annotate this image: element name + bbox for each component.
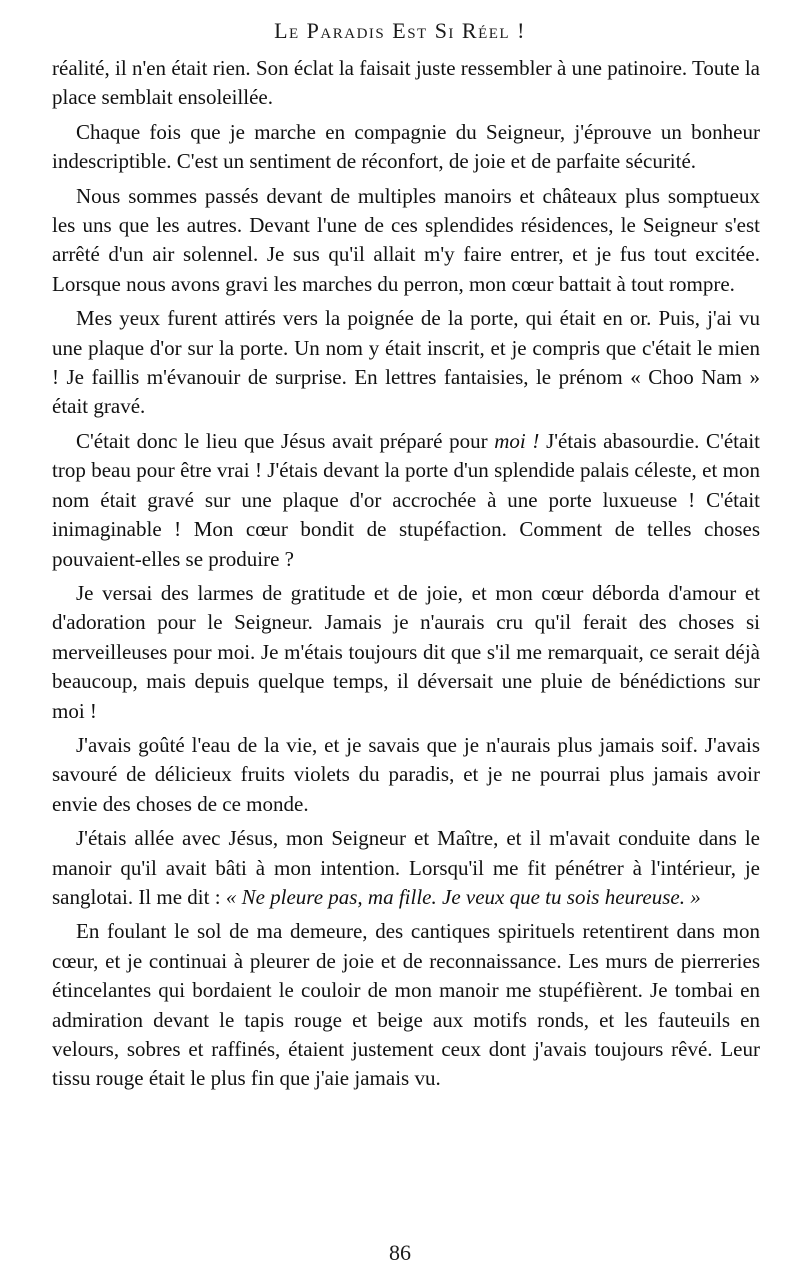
paragraph-7: J'avais goûté l'eau de la vie, et je savais que je n'aurais plus jamais soif. J'avais savouré de délicieux fruits violets du paradis, et je ne pourrai plus jamais avoir envie des choses de ce monde. bbox=[52, 732, 760, 816]
paragraph-6: Je versai des larmes de gratitude et de joie, et mon cœur déborda d'amour et d'adoration pour le Seigneur. Jamais je n'aurais cru qu'il ferait des choses si merveilleuses pour moi. Je m'étais toujours dit que s'il me remarquait, ce serait déjà beaucoup, mais depuis quelque temps, il déversait une pluie de bénédictions sur moi ! bbox=[52, 580, 760, 723]
paragraph-5-end: J'étais abasourdie. C'était trop beau pour être vrai ! J'étais devant la porte d'un splendide palais céleste, et mon nom était gravé sur une plaque d'or accrochée à une porte luxueuse ! C'était inimaginable ! Mon cœur bondit de stupéfaction. Comment de telles choses pouvaient-elles se produire ? bbox=[52, 428, 760, 571]
paragraph-1: réalité, il n'en était rien. Son éclat la faisait juste ressembler à une patinoire. Toute la place semblait ensoleillée. bbox=[52, 56, 760, 110]
paragraph-5-emphasis: moi ! bbox=[494, 428, 540, 453]
paragraph-8-start: J'étais allée avec Jésus, mon Seigneur et Maître, et il m'avait conduite dans le manoir qu'il avait bâti à mon intention. Lorsqu'il me fit pénétrer à l'intérieur, je sanglotai. Il me dit : bbox=[52, 826, 760, 909]
paragraph-3: Nous sommes passés devant de multiples manoirs et châteaux plus somptueux les uns que les autres. Devant l'une de ces splendides résidences, le Seigneur s'est arrêté d'un air solennel. Je sus qu'il allait m'y faire entrer, et je fus tout excitée. Lorsque nous avons gravi les marches du perron, mon cœur battait à tout rompre. bbox=[52, 183, 760, 296]
paragraph-9: En foulant le sol de ma demeure, des cantiques spirituels retentirent dans mon cœur, et je continuai à pleurer de joie et de reconnaissance. Les murs de pierreries étincelantes qui bordaient le couloir de mon manoir me stupéfièrent. Je tombai en admiration devant le tapis rouge et beige aux motifs ronds, et les fauteuils en velours, sobres et raffinés, étaient justement ceux dont j'avais toujours rêvé. Leur tissu rouge était le plus fin que j'aie jamais vu. bbox=[52, 919, 760, 1091]
paragraph-8-quote: « Ne pleure pas, ma fille. Je veux que tu sois heureuse. » bbox=[225, 884, 701, 909]
paragraph-4: Mes yeux furent attirés vers la poignée de la porte, qui était en or. Puis, j'ai vu une plaque d'or sur la porte. Un nom y était inscrit, et je compris que c'était le mien ! Je faillis m'évanouir de surprise. En lettres fantaisies, le prénom « Choo Nam » était gravé. bbox=[52, 306, 760, 419]
paragraph-8 bbox=[52, 824, 760, 912]
paragraph-2: Chaque fois que je marche en compagnie du Seigneur, j'éprouve un bonheur indescriptible. C'est un sentiment de réconfort, de joie et de parfaite sécurité. bbox=[52, 119, 760, 174]
page-number: 86 bbox=[389, 1240, 411, 1265]
paragraph-5 bbox=[52, 427, 760, 574]
paragraph-5-start: C'était donc le lieu que Jésus avait préparé pour bbox=[76, 428, 495, 453]
running-head: Le Paradis Est Si Réel ! bbox=[274, 18, 526, 43]
body-text bbox=[52, 54, 760, 1094]
